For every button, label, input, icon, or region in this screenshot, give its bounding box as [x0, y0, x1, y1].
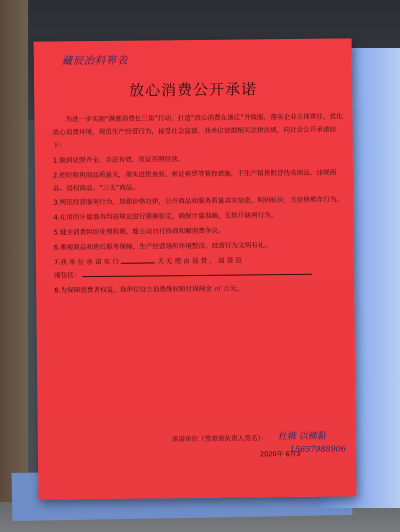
pledge-item-8-unit: 万元。 [223, 284, 244, 293]
pledge-document [34, 38, 357, 499]
pledge-item-8 [54, 281, 346, 297]
background-wood-edge [0, 0, 28, 532]
footer-date: 2020年 6月3 [259, 449, 301, 459]
footer-label: 承诺单位（签章或负责人签名）： [171, 434, 268, 444]
pledge-item-4: 4.在用的计量器具均按规定进行强制检定，确保计量准确，无短斤缺两行为。 [53, 211, 278, 222]
pledge-item-1: 1.做到证照齐全、合法有效，亮证亮照经营。 [52, 154, 185, 165]
intro-paragraph: 为进一步实施“满意消费长三角”行动，打造“放心消费在浙江”升级版，落实企业主体责任，优化放心消费环境，规范生产经营行为，接受社会监督，我单位依据相关法律法规，向社会公开承诺如下： [52, 112, 343, 150]
footer-signature: 杜娥 以佛黏 [277, 431, 326, 443]
guarantee-amount: o( [214, 284, 222, 293]
return-scope-blank [82, 267, 312, 277]
pledge-item-8-text: 8.为保障消费者权益，我单位设立消费维权赔付保障金 [54, 284, 213, 295]
document-title: 放心消费公开承诺 [129, 80, 258, 100]
pledge-item-6: 6.重视商品和售后服务保障，生产经营场所环境整洁，经营行为文明有礼。 [53, 241, 272, 252]
pledge-item-7-middle: 天 无 理 由 退 货 ， 退 货 范 [157, 256, 243, 266]
return-scope-label: 围包括： [54, 271, 81, 280]
pledge-item-7-start: 7.我 单 位 承 诺 实 行 [53, 257, 119, 267]
pledge-item-2: 2.把好销售商品质量关，落实进货查验、索证索票等管控措施，不生产销售假冒伪劣商品、违规商品、侵权商品、“三无”商品。 [52, 168, 337, 193]
footer-phone: 15657988906 [289, 444, 346, 455]
return-days-blank [121, 255, 155, 263]
pledge-item-3: 3.规范经营服务行为，加强价格自律，公开商品和服务质量真实信息，明码标价，无价格欺诈行为。 [53, 195, 344, 207]
document-body [52, 110, 346, 297]
pledge-item-5: 5.健全消费纠纷处理机制，能主动自行协商和解消费争议。 [53, 226, 225, 237]
top-handwritten-note: 藏辰冶料箅表 [61, 54, 128, 68]
